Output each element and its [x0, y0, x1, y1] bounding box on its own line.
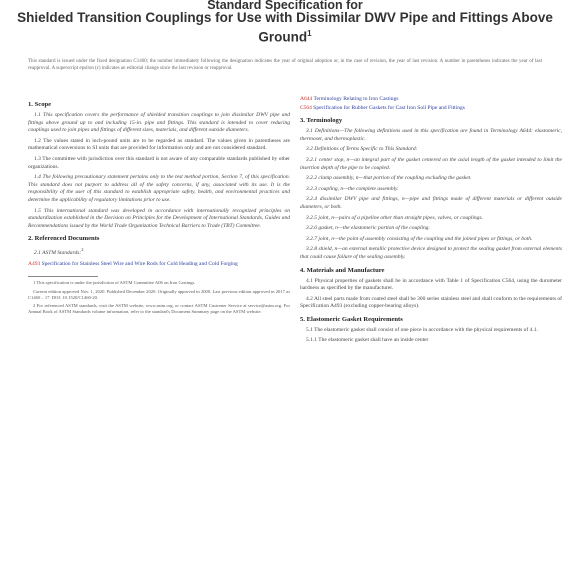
section-heading-terminology: 3. Terminology — [300, 117, 343, 125]
right-column — [300, 96, 562, 348]
term-3-2-8: 3.2.8 shield, n—an external metallic protective device designed to protect the sealing gasket from external elements that could cause failure of the sealing assembly. — [300, 246, 562, 260]
gasket-5-1: 5.1 The elastomeric gasket shall consist of one piece in accordance with the physical requirements of 4.1. — [306, 326, 538, 333]
footnote-1: 1 This specification is under the jurisdiction of ASTM Committee A06 on Iron Castings. — [33, 280, 196, 286]
reference-a644[interactable] — [300, 96, 562, 104]
designation-notice: This standard is issued under the fixed designation C1460; the number immediately following the designation indicates the year of original adoption or, in the case of revision, the year of last revision. A number in parentheses indicates the year of last reapproval. A superscript epsilon (ε) indicates an editorial change since the last revision or reapproval. — [28, 59, 542, 71]
gasket-5-1-1: 5.1.1 The elastomeric gasket shall have an inside center — [306, 337, 429, 344]
refs-astm-standards — [28, 246, 290, 257]
title-prefix: Standard Specification for — [207, 0, 363, 12]
term-3-2-4: 3.2.4 dissimilar DWV pipe and fittings, n—pipe and fittings made of different materials or different outside diameters, or both. — [300, 196, 562, 210]
section-heading-scope: 1. Scope — [28, 101, 52, 108]
reference-code-link[interactable]: C564 — [300, 104, 312, 111]
reference-code-link[interactable]: A644 — [300, 96, 313, 102]
scope-1-2: 1.2 The values stated in inch-pound units are to be regarded as standard. The values given in parentheses are mathematical conversions to SI units that are provided for information only and are not considered standard. — [28, 137, 290, 152]
reference-code-link[interactable]: A493 — [28, 260, 41, 267]
term-3-2-1: 3.2.1 center stop, n—an integral part of the gasket centered on the axial length of the gasket intended to limit the insertion depth of the pipe to be coupled. — [300, 156, 562, 171]
reference-title-link[interactable]: Specification for Rubber Gaskets for Cast Iron Soil Pipe and Fittings — [313, 104, 465, 111]
reference-a493[interactable] — [28, 261, 290, 269]
footnote-2: 2 For referenced ASTM standards, visit the ASTM website, www.astm.org, or contact ASTM Customer Service at service@astm.org. For Annual Book of ASTM Standards volume information, refer to the standard's Document Summary page on the ASTM website. — [28, 302, 290, 315]
term-3-2-6: 3.2.6 gasket, n—the elastomeric portion of the coupling. — [306, 225, 430, 232]
term-3-2-7: 3.2.7 joint, n—the point of assembly consisting of the coupling and the joined pipes or fittings, or both. — [306, 235, 533, 242]
footnote-1-edition: Current edition approved Nov. 1, 2020. Published December 2020. Originally approved in 2000. Last previous edition approved in 2017 as C1460 – 17. DOI: 10.1520/C1460-20. — [28, 288, 290, 300]
term-3-2-3: 3.2.3 coupling, n—the complete assembly. — [306, 185, 399, 192]
term-3-2-5: 3.2.5 joint, n—pairs of a pipeline other than straight pipes, valves, or couplings. — [306, 214, 483, 221]
materials-4-2: 4.2 All steel parts made from coated steel shall be 300 series stainless steel and shall conform to the requirements of Specification A493 (excluding copper-bearing alloys). — [300, 295, 562, 310]
term-3-2-2: 3.2.2 clamp assembly, n—that portion of the coupling excluding the gasket. — [306, 175, 472, 182]
section-heading-gasket-requirements: 5. Elastomeric Gasket Requirements — [300, 315, 403, 323]
reference-c564[interactable] — [300, 105, 562, 113]
term-3-1: 3.1 Definitions—The following definitions used in this specification are found in Terminology A644: elastomeric, thermoset, and thermoplastic. — [300, 128, 562, 142]
title-footnote-mark: 1 — [307, 29, 312, 38]
scope-1-3: 1.3 The committee with jurisdiction over this standard is not aware of any comparable standards published by other organizations. — [28, 155, 290, 170]
scope-1-5: 1.5 This international standard was developed in accordance with internationally recognized principles on standardization established in the Decision on Principles for the Development of International Standards, Guides and Recommendations issued by the World Trade Organization Technical Barriers to Trade (TBT) Committee. — [28, 207, 290, 229]
reference-title-link[interactable]: Terminology Relating to Iron Castings — [313, 96, 399, 102]
document-title — [0, 10, 570, 46]
footnote-divider — [28, 276, 98, 277]
refs-footnote-mark: 2 — [81, 247, 84, 253]
title-text: Shielded Transition Couplings for Use with Dissimilar DWV Pipe and Fittings Above Ground — [17, 10, 553, 45]
refs-astm-standards-label: 2.1 ASTM Standards: — [34, 250, 82, 257]
scope-1-4: 1.4 The following precautionary statement pertains only to the test method portion, Section 7, of this specification. This standard does not purport to address all of the safety concerns, if any, associated with its use. It is the responsibility of the user of this standard to establish appropriate safety, health, and environmental practices and determine the applicability of regulatory limitations prior to use. — [28, 174, 290, 203]
section-heading-referenced-documents: 2. Referenced Documents — [28, 235, 100, 243]
reference-title-link[interactable]: Specification for Stainless Steel Wire and Wire Rods for Cold Heading and Cold Forging — [41, 260, 238, 267]
materials-4-1: 4.1 Physical properties of gaskets shall be in accordance with Table 1 of Specification C564, using the durometer hardness as specified by the manufacturer. — [300, 277, 562, 292]
section-heading-materials: 4. Materials and Manufacture — [300, 266, 385, 274]
term-3-2: 3.2 Definitions of Terms Specific to This Standard: — [306, 146, 418, 153]
scope-1-1: 1.1 This specification covers the performance of shielded transition couplings to join dissimilar DWV pipe and fittings above ground up to and including 15-in. pipe and fittings. This standard is intended to cover reducing couplings used to join pipes and fittings of different sizes, materials, and different outside diameters. — [28, 112, 290, 134]
left-column — [28, 96, 290, 317]
